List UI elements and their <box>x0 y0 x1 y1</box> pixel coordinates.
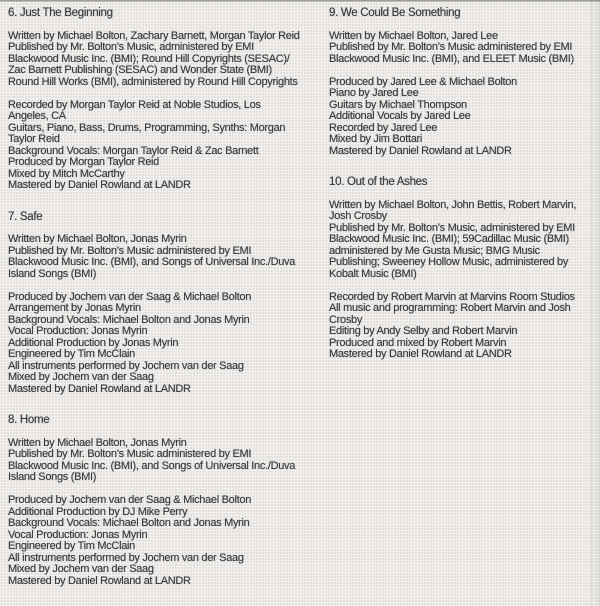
credit-line: Angeles, CA <box>8 110 66 122</box>
credit-line: Vocal Production: Jonas Myrin <box>8 528 148 541</box>
credit-line: Blackwood Music Inc. (BMI), and Songs of Universal Inc./Duva <box>8 256 296 268</box>
track-title: 10. Out of the Ashes <box>329 176 428 188</box>
credit-line: Produced and mixed by Robert Marvin <box>329 336 507 349</box>
credit-line: Publishing; Sweeney Hollow Music, administered by <box>329 256 569 268</box>
credits-paragraph <box>329 200 594 281</box>
credit-line: Mixed by Jochem van der Saag <box>8 563 154 575</box>
credit-line: All instruments performed by Jochem van der Saag <box>8 551 244 564</box>
credit-line: Written by Michael Bolton, John Bettis, Robert Marvin, <box>329 198 577 211</box>
track-credits-section <box>8 414 330 587</box>
credits-paragraph <box>8 31 330 89</box>
credit-line: Guitars, Piano, Bass, Drums, Programming, Synths: Morgan <box>8 121 286 134</box>
credit-line: Background Vocals: Michael Bolton and Jonas Myrin <box>8 313 250 326</box>
credits-paragraph <box>8 495 330 587</box>
credit-line: Blackwood Music Inc. (BMI), and ELEET Music (BMI) <box>329 52 574 65</box>
scan-edge-top <box>0 0 600 2</box>
credit-line: Background Vocals: Morgan Taylor Reid & Zac Barnett <box>8 144 259 157</box>
credit-line: Published by Mr. Bolton’s Music, administered by EMI <box>8 41 254 53</box>
credit-line: Recorded by Morgan Taylor Reid at Noble Studios, Los <box>8 98 261 111</box>
credit-line: Mastered by Daniel Rowland at LANDR <box>8 574 191 587</box>
credit-line: Island Songs (BMI) <box>8 471 97 483</box>
credit-line: Written by Michael Bolton, Jared Lee <box>329 29 498 42</box>
credit-line: Piano by Jared Lee <box>329 87 419 99</box>
credit-line: Guitars by Michael Thompson <box>329 98 467 111</box>
credit-line: Blackwood Music Inc. (BMI); 59Cadillac Music (BMI) <box>329 233 569 245</box>
track-credits-section <box>329 176 594 361</box>
credits-paragraph <box>8 100 330 192</box>
credits-paragraph <box>8 438 330 484</box>
credits-column-left <box>8 7 330 587</box>
credit-line: Round Hill Works (BMI), administered by Round Hill Copyrights <box>8 75 298 88</box>
credit-line: Zac Barnett Publishing (SESAC) and Wonder State (BMI) <box>8 64 272 76</box>
credit-line: Background Vocals: Michael Bolton and Jonas Myrin <box>8 517 250 529</box>
credits-paragraph <box>329 292 594 361</box>
track-credits-section <box>329 7 594 157</box>
credit-line: Mixed by Jochem van der Saag <box>8 371 154 383</box>
credit-line: Additional Production by Jonas Myrin <box>8 336 179 349</box>
credit-line: Mastered by Daniel Rowland at LANDR <box>329 144 512 157</box>
credits-column-right <box>329 7 594 361</box>
credit-line: Additional Vocals by Jared Lee <box>329 110 471 122</box>
credit-line: Produced by Morgan Taylor Reid <box>8 156 159 168</box>
track-credits-section <box>8 211 330 396</box>
credits-paragraph <box>329 77 594 158</box>
credit-line: All instruments performed by Jochem van der Saag <box>8 359 244 372</box>
credit-line: administered by Me Gusta Music; BMG Music <box>329 244 540 257</box>
credit-line: Crosby <box>329 313 363 326</box>
credit-line: Mastered by Daniel Rowland at LANDR <box>329 348 512 360</box>
credit-line: Kobalt Music (BMI) <box>329 267 417 280</box>
credit-line: Blackwood Music Inc. (BMI); Round Hill Copyrights (SESAC)/ <box>8 52 290 65</box>
credit-line: Arrangement by Jonas Myrin <box>8 302 141 314</box>
track-title: 7. Safe <box>8 210 43 223</box>
credit-line: Produced by Jochem van der Saag & Michael Bolton <box>8 494 252 506</box>
track-title: 9. We Could Be Something <box>329 7 461 19</box>
credit-line: Editing by Andy Selby and Robert Marvin <box>329 325 518 337</box>
credit-line: Engineered by Tim McClain <box>8 540 136 552</box>
credit-line: Written by Michael Bolton, Zachary Barnett, Morgan Taylor Reid <box>8 29 300 42</box>
credit-line: Mixed by Jim Bottari <box>329 133 423 145</box>
credit-line: Published by Mr. Bolton’s Music administered by EMI <box>8 244 252 257</box>
credit-line: Produced by Jared Lee & Michael Bolton <box>329 75 517 88</box>
credit-line: Recorded by Robert Marvin at Marvins Room Studios <box>329 290 575 303</box>
credit-line: All music and programming: Robert Marvin and Josh <box>329 302 571 314</box>
credit-line: Vocal Production: Jonas Myrin <box>8 325 148 337</box>
credit-line: Written by Michael Bolton, Jonas Myrin <box>8 436 187 449</box>
credits-paragraph <box>8 234 330 280</box>
credit-line: Mixed by Mitch McCarthy <box>8 167 125 180</box>
credit-line: Published by Mr. Bolton’s Music administered by EMI <box>8 448 252 460</box>
credit-line: Produced by Jochem van der Saag & Michael Bolton <box>8 290 252 303</box>
credit-line: Published by Mr. Bolton’s Music administered by EMI <box>329 41 573 53</box>
credit-line: Taylor Reid <box>8 133 60 145</box>
track-title: 8. Home <box>8 414 50 426</box>
credit-line: Blackwood Music Inc. (BMI), and Songs of Universal Inc./Duva <box>8 459 296 472</box>
credit-line: Josh Crosby <box>329 210 387 222</box>
credit-line: Recorded by Jared Lee <box>329 121 438 134</box>
credit-line: Mastered by Daniel Rowland at LANDR <box>8 382 191 395</box>
credit-line: Published by Mr. Bolton’s Music, administered by EMI <box>329 221 575 234</box>
credit-line: Additional Production by DJ Mike Perry <box>8 505 188 518</box>
credits-paragraph <box>8 292 330 396</box>
track-credits-section <box>8 7 330 192</box>
credits-paragraph <box>329 31 594 66</box>
credit-line: Island Songs (BMI) <box>8 267 97 280</box>
credit-line: Written by Michael Bolton, Jonas Myrin <box>8 233 187 245</box>
credit-line: Engineered by Tim McClain <box>8 348 136 360</box>
track-title: 6. Just The Beginning <box>8 7 113 19</box>
credit-line: Mastered by Daniel Rowland at LANDR <box>8 179 191 191</box>
